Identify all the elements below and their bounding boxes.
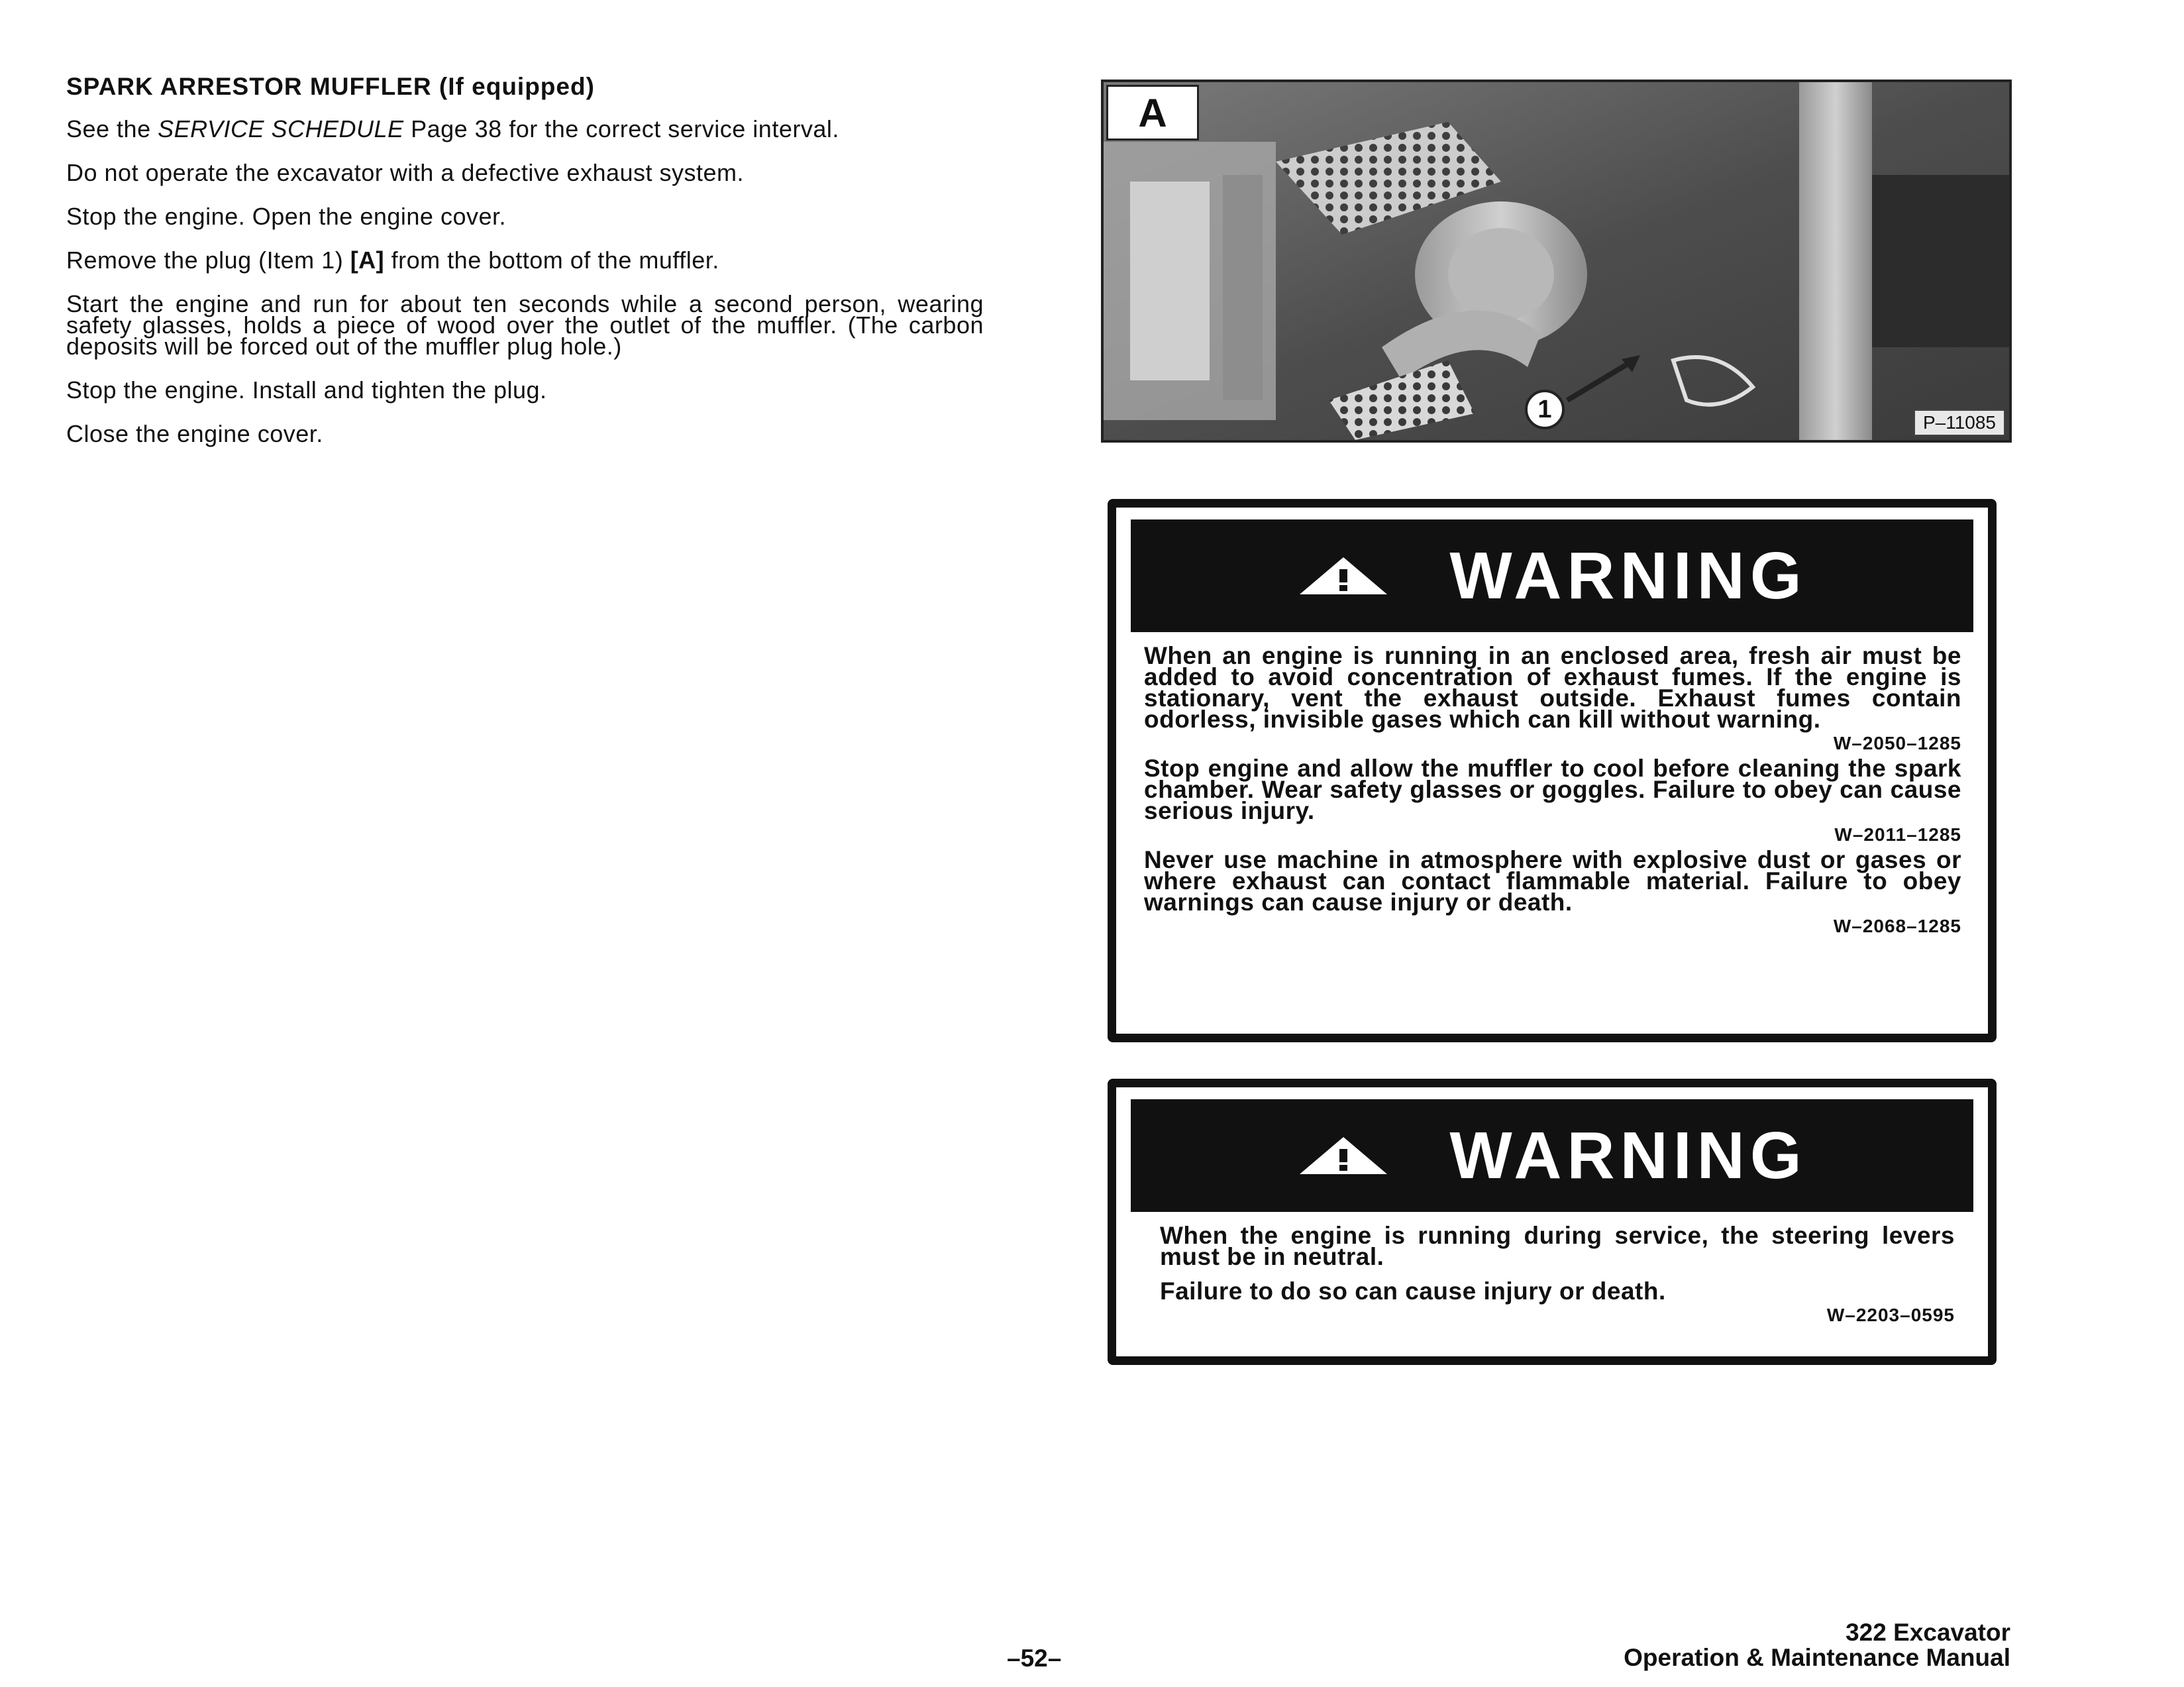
paragraph-remove-plug [66,246,984,274]
warning-text-muffler-cool: Stop engine and allow the muffler to cool before cleaning the spark chamber. Wear safety glasses or goggles. Failure to obey can cause serious injury. [1144,755,1961,824]
paragraph-open-cover: Stop the engine. Open the engine cover. [66,202,506,230]
warning-code: W–2011–1285 [1834,824,1961,845]
page-number: –52– [1007,1645,1062,1672]
muffler-photo-illustration [1104,82,2009,440]
text: from the bottom of the muffler. [384,246,719,274]
warning-code: W–2068–1285 [1833,916,1961,936]
warning-triangle-icon [1297,556,1390,596]
text: See the [66,115,158,142]
warning-body [1116,632,1988,937]
figure-ref: [A] [350,246,385,274]
warning-text-explosive-atmosphere: Never use machine in atmosphere with explosive dust or gases or where exhaust can contact flammable material. Failure to obey warnings can cause injury or death. [1144,846,1961,916]
warning-text-failure: Failure to do so can cause injury or death. [1160,1278,1666,1305]
text: Remove the plug (Item 1) [66,246,350,274]
instructions-column [66,73,984,467]
warning-title: WARNING [1449,539,1807,613]
paragraph-install-plug: Stop the engine. Install and tighten the plug. [66,376,547,404]
paragraph-run-engine: Start the engine and run for about ten seconds while a second person, wearing safety glasses, holds a piece of wood over the outlet of the muffler. (The carbon deposits will be forced out of the muffler plug hole.) [66,290,984,360]
manual-title-line2: Operation & Maintenance Manual [1624,1644,2010,1671]
muffler-photo [1101,80,2012,443]
text: Page 38 for the correct service interval. [403,115,839,142]
warning-text-exhaust-fumes: When an engine is running in an enclosed area, fresh air must be added to avoid concentration of exhaust fumes. If the engine is stationary, vent the exhaust outside. Exhaust fumes contain odorless, invisible gases which can kill without warning. [1144,642,1961,733]
warning-box-exhaust [1108,499,1997,1042]
paragraph-service-interval [66,115,984,142]
manual-title [1624,1620,2010,1670]
warning-triangle-icon [1297,1136,1390,1175]
warning-header [1131,519,1973,632]
warning-text-steering-neutral: When the engine is running during service, the steering levers must be in neutral. [1160,1222,1955,1270]
figure-label: A [1106,85,1199,140]
warning-box-steering [1108,1079,1997,1365]
warning-title: WARNING [1449,1118,1807,1193]
warning-code: W–2050–1285 [1833,733,1961,753]
manual-title-line1: 322 Excavator [1846,1619,2010,1646]
warning-code: W–2203–0595 [1826,1305,1955,1325]
paragraph-defective-exhaust: Do not operate the excavator with a defective exhaust system. [66,158,745,186]
service-schedule-ref[interactable]: SERVICE SCHEDULE [158,115,404,142]
section-heading: SPARK ARRESTOR MUFFLER (If equipped) [66,73,595,100]
paragraph-close-cover: Close the engine cover. [66,419,323,447]
callout-marker: 1 [1525,390,1565,429]
warning-header [1131,1099,1973,1212]
warning-body [1116,1212,1988,1326]
photo-reference: P–11085 [1914,409,2005,436]
